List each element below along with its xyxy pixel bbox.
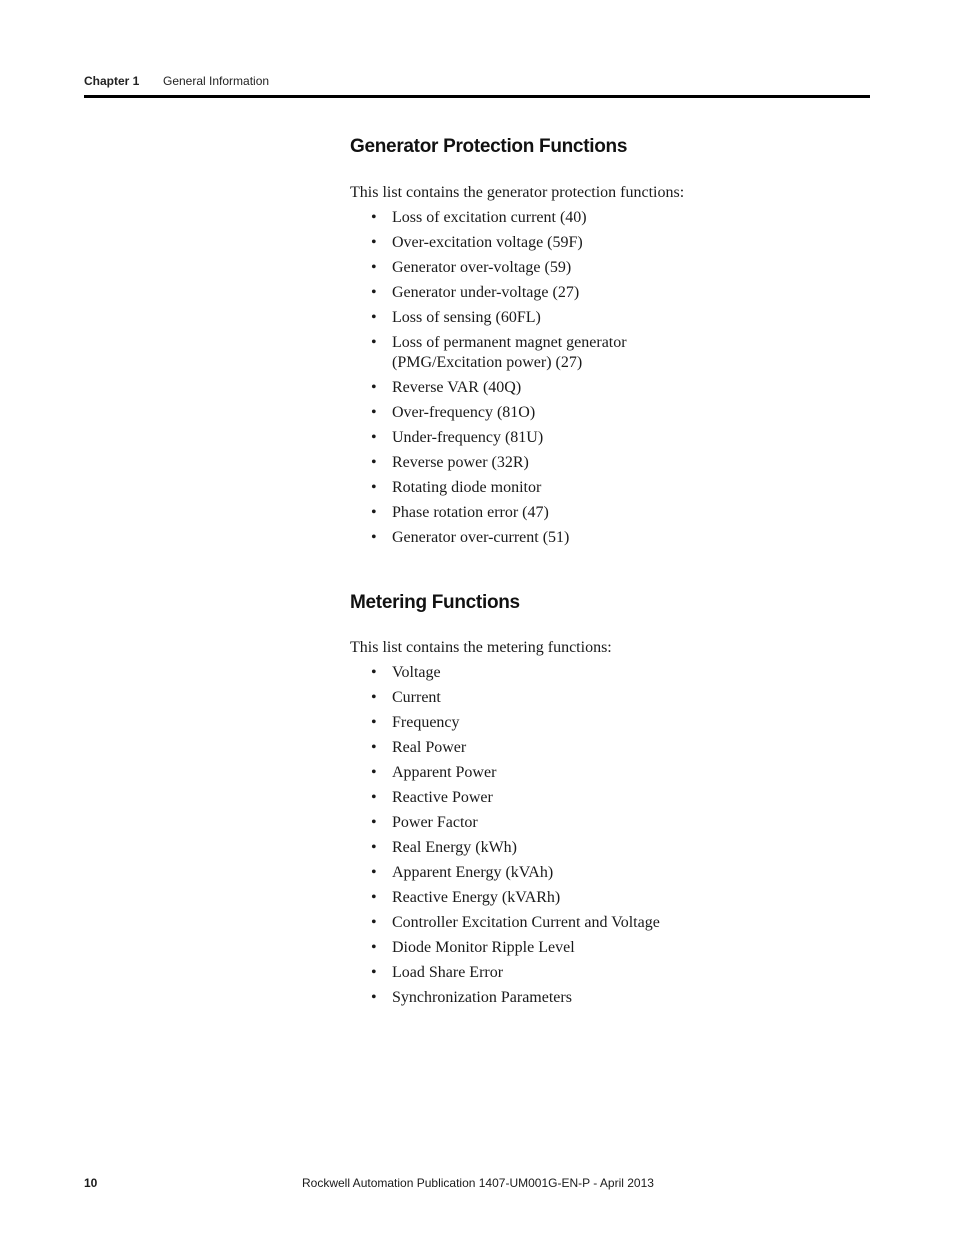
- section-heading: Generator Protection Functions: [350, 136, 628, 157]
- list-item: [350, 333, 692, 373]
- list-item: [350, 403, 692, 423]
- list-item: [350, 688, 692, 708]
- list-item: [350, 503, 692, 523]
- bullet-icon: •: [371, 334, 377, 351]
- list-item: [350, 428, 692, 448]
- list-item: [350, 738, 692, 758]
- list-item: [350, 963, 692, 983]
- chapter-title: General Information: [163, 74, 270, 88]
- list-item: [350, 813, 692, 833]
- bullet-icon: •: [371, 379, 377, 396]
- bullet-icon: •: [371, 284, 377, 301]
- metering-section: [350, 591, 660, 1006]
- list-item-text: Generator over-current (51): [392, 529, 570, 546]
- list-item-text: Voltage: [392, 664, 441, 681]
- list-item-text: Synchronization Parameters: [392, 989, 572, 1006]
- bullet-icon: •: [371, 234, 377, 251]
- list-item-text: Reactive Power: [392, 789, 493, 806]
- list-item-text: Apparent Energy (kVAh): [392, 864, 554, 881]
- list-item-text: Generator over-voltage (59): [392, 259, 572, 276]
- list-item: [350, 528, 692, 548]
- bullet-icon: •: [371, 689, 377, 706]
- list-item: [350, 863, 692, 883]
- list-item: [350, 453, 692, 473]
- list-item: [350, 258, 692, 278]
- generator-protection-section: [350, 135, 685, 546]
- list-item-text: Under-frequency (81U): [392, 429, 544, 446]
- list-item-text: Diode Monitor Ripple Level: [392, 939, 575, 956]
- list-item: [350, 888, 692, 908]
- list-item: [350, 378, 692, 398]
- bullet-icon: •: [371, 939, 377, 956]
- list-item-text: Controller Excitation Current and Voltage: [392, 914, 660, 931]
- list-item: [350, 838, 692, 858]
- section-intro: This list contains the metering functions:: [350, 639, 612, 656]
- list-item-text: Loss of permanent magnet generator (PMG/Excitation power) (27): [392, 334, 627, 371]
- bullet-icon: •: [371, 309, 377, 326]
- list-item-text: Real Power: [392, 739, 467, 756]
- list-item: [350, 763, 692, 783]
- list-item-text: Reactive Energy (kVARh): [392, 889, 561, 906]
- bullet-icon: •: [371, 429, 377, 446]
- list-item-text: Loss of sensing (60FL): [392, 309, 541, 326]
- list-item-text: Load Share Error: [392, 964, 504, 981]
- bullet-icon: •: [371, 209, 377, 226]
- bullet-icon: •: [371, 789, 377, 806]
- page-number: 10: [84, 1176, 98, 1190]
- bullet-icon: •: [371, 259, 377, 276]
- bullet-icon: •: [371, 989, 377, 1006]
- header-rule: [84, 95, 870, 98]
- list-item: [350, 663, 692, 683]
- bullet-icon: •: [371, 839, 377, 856]
- bullet-icon: •: [371, 764, 377, 781]
- list-item-text: Current: [392, 689, 441, 706]
- list-item: [350, 913, 692, 933]
- section-intro: This list contains the generator protection functions:: [350, 184, 685, 201]
- list-item-text: Reverse power (32R): [392, 454, 529, 471]
- list-item-text: Generator under-voltage (27): [392, 284, 580, 301]
- section-heading: Metering Functions: [350, 592, 520, 613]
- list-item-text: Reverse VAR (40Q): [392, 379, 522, 396]
- list-item-text: Power Factor: [392, 814, 478, 831]
- list-item: [350, 478, 692, 498]
- bullet-icon: •: [371, 814, 377, 831]
- list-item: [350, 938, 692, 958]
- bullet-icon: •: [371, 864, 377, 881]
- list-item-text: Phase rotation error (47): [392, 504, 549, 521]
- bullet-icon: •: [371, 964, 377, 981]
- page-header: [84, 73, 269, 89]
- bullet-icon: •: [371, 739, 377, 756]
- bullet-icon: •: [371, 479, 377, 496]
- bullet-icon: •: [371, 404, 377, 421]
- generator-protection-list: [350, 208, 692, 553]
- list-item-text: Over-frequency (81O): [392, 404, 536, 421]
- list-item-text: Apparent Power: [392, 764, 497, 781]
- list-item: [350, 988, 692, 1008]
- list-item-text: Rotating diode monitor: [392, 479, 542, 496]
- bullet-icon: •: [371, 714, 377, 731]
- bullet-icon: •: [371, 889, 377, 906]
- list-item: [350, 233, 692, 253]
- list-item: [350, 208, 692, 228]
- list-item: [350, 713, 692, 733]
- list-item: [350, 283, 692, 303]
- bullet-icon: •: [371, 504, 377, 521]
- bullet-icon: •: [371, 914, 377, 931]
- list-item-text: Loss of excitation current (40): [392, 209, 587, 226]
- publication-info: Rockwell Automation Publication 1407-UM001G-EN-P - April 2013: [302, 1176, 654, 1190]
- bullet-icon: •: [371, 454, 377, 471]
- list-item: [350, 788, 692, 808]
- list-item: [350, 308, 692, 328]
- list-item-text: Over-excitation voltage (59F): [392, 234, 583, 251]
- list-item-text: Frequency: [392, 714, 460, 731]
- bullet-icon: •: [371, 664, 377, 681]
- chapter-label: Chapter 1: [84, 74, 140, 88]
- metering-list: [350, 663, 692, 1013]
- bullet-icon: •: [371, 529, 377, 546]
- list-item-text: Real Energy (kWh): [392, 839, 517, 856]
